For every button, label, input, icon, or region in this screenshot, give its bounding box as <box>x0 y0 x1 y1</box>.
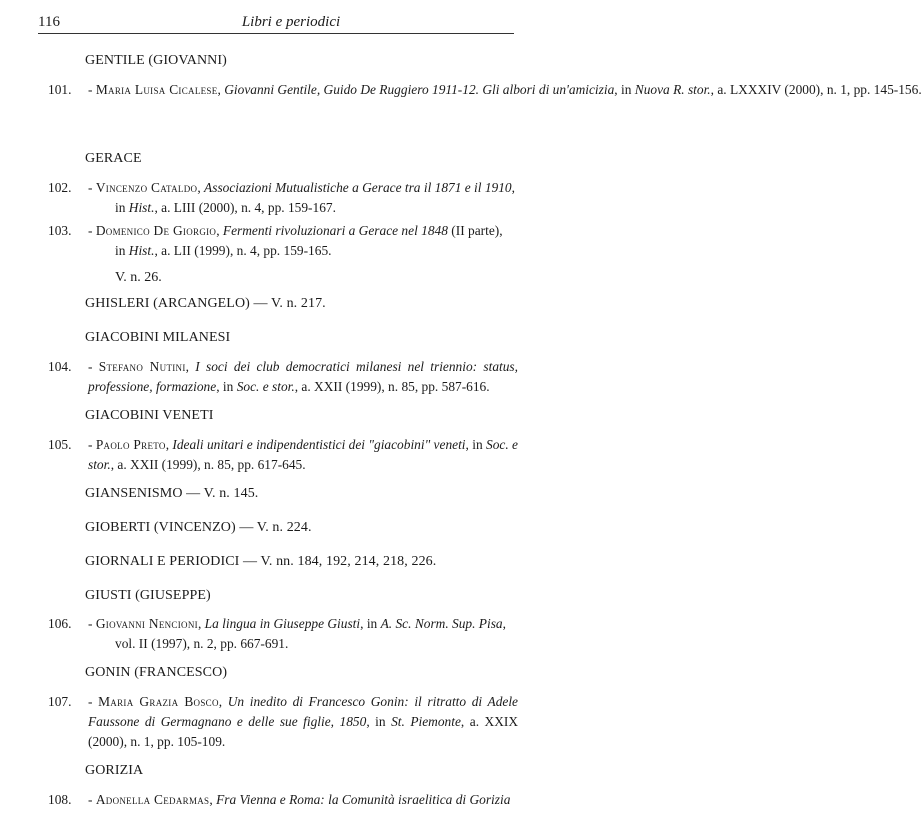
entry-number: 101. <box>48 82 72 97</box>
entry-number: 103. <box>48 223 72 238</box>
entry-title: Un inedito di Francesco Gonin: il ritratto di Adele Faussone di Germagnano e delle sue figlie, 1850 <box>88 694 518 729</box>
section-heading: GORIZIA <box>85 763 144 778</box>
section-heading: GERACE <box>85 151 142 166</box>
section-heading: GHISLERI (ARCANGELO) — V. n. 217. <box>85 296 326 311</box>
entry-title: La lingua in Giuseppe Giusti <box>204 616 361 631</box>
entry-details: a. XXIX (2000), n. 1, pp. 105-109. <box>88 714 519 749</box>
bibliography-entry: 108. - Adonella Cedarmas, Fra Vienna e Roma: la Comunità israelitica di Gorizia <box>48 790 518 810</box>
entry-title: Associazioni Mutualistiche a Gerace tra il 1871 e il 1910 <box>204 180 512 195</box>
section-heading: GIOBERTI (VINCENZO) — V. n. 224. <box>85 520 312 535</box>
entry-author: Stefano Nutini <box>98 359 186 374</box>
entry-details: a. XXII (1999), n. 85, pp. 617-645. <box>117 457 306 472</box>
entry-number: 105. <box>48 437 72 452</box>
section-heading: GONIN (FRANCESCO) <box>85 665 228 680</box>
entry-journal: Soc. e stor. <box>88 437 518 472</box>
running-title: Libri e periodici <box>241 14 341 30</box>
entry-number: 106. <box>48 616 72 631</box>
bibliography-entry: 107. - Maria Grazia Bosco, Un inedito di Francesco Gonin: il ritratto di Adele Faussone di Germagnano e delle sue figlie, 1850, in St. Piemonte, a. XXIX (2000), n. 1, pp. 105-109. <box>48 694 519 749</box>
entry-title: Fermenti rivoluzionari a Gerace nel 1848 <box>222 223 448 238</box>
section-heading: GIACOBINI VENETI <box>85 408 214 423</box>
entry-details: vol. II (1997), n. 2, pp. 667-691. <box>115 636 289 651</box>
entry-number: 108. <box>48 792 72 807</box>
entry-details: a. XXII (1999), n. 85, pp. 587-616. <box>301 379 490 394</box>
entry-title: Ideali unitari e indipendentistici dei "giacobini" veneti <box>172 437 466 452</box>
section-heading: GIORNALI E PERIODICI — V. nn. 184, 192, 214, 218, 226. <box>85 554 437 569</box>
section-heading: GIUSTI (GIUSEPPE) <box>85 588 211 603</box>
section-heading: GIACOBINI MILANESI <box>85 330 231 345</box>
entry-author: Domenico De Giorgio <box>95 223 217 238</box>
entry-author: Adonella Cedarmas <box>95 792 210 807</box>
entry-number: 107. <box>48 694 72 709</box>
section-heading: GENTILE (GIOVANNI) <box>85 53 227 68</box>
page-number: 116 <box>38 14 60 30</box>
entry-author: Maria Luisa Cicalese <box>95 82 218 97</box>
entry-author: Vincenzo Cataldo <box>95 180 198 195</box>
entry-details: a. LIII (2000), n. 4, pp. 159-167. <box>161 200 336 215</box>
entry-journal: Hist. <box>128 200 155 215</box>
entry-extra: (II parte), <box>451 223 503 238</box>
page-header <box>38 12 514 34</box>
cross-reference: V. n. 26. <box>115 270 162 285</box>
entry-author: Giovanni Nencioni <box>95 616 198 631</box>
entry-journal: Nuova R. stor. <box>634 82 711 97</box>
bibliography-entry: 104. - Stefano Nutini, I soci dei club democratici milanesi nel triennio: status, professione, formazione, in Soc. e stor., a. XXII (1999), n. 85, pp. 587-616. <box>48 359 518 394</box>
entry-journal: A. Sc. Norm. Sup. Pisa <box>380 616 503 631</box>
bibliography-entry: 102. - Vincenzo Cataldo, Associazioni Mutualistiche a Gerace tra il 1871 e il 1910, in Hist., a. LIII (2000), n. 4, pp. 159-167. <box>48 180 515 215</box>
section-heading: GIANSENISMO — V. n. 145. <box>85 486 259 501</box>
bibliography-entry: 105. - Paolo Preto, Ideali unitari e indipendentistici dei "giacobini" veneti, in Soc. e stor., a. XXII (1999), n. 85, pp. 617-645. <box>48 437 518 472</box>
entry-number: 104. <box>48 359 72 374</box>
entry-journal: St. Piemonte <box>391 714 461 729</box>
entry-author: Maria Grazia Bosco <box>98 694 219 709</box>
entry-journal: Hist. <box>128 243 155 258</box>
bibliography-entry: 103. - Domenico De Giorgio, Fermenti rivoluzionari a Gerace nel 1848 (II parte), in Hist., a. LII (1999), n. 4, pp. 159-165. <box>48 223 503 258</box>
entry-title: Fra Vienna e Roma: la Comunità israelitica di Gorizia <box>216 792 511 807</box>
entry-title: I soci dei club democratici milanesi nel triennio: status, professione, formazione <box>88 359 518 394</box>
entry-title: Giovanni Gentile, Guido De Ruggiero 1911-12. Gli albori di un'amicizia <box>224 82 615 97</box>
entry-journal: Soc. e stor. <box>236 379 295 394</box>
entry-number: 102. <box>48 180 72 195</box>
bibliography-entry: 106. - Giovanni Nencioni, La lingua in Giuseppe Giusti, in A. Sc. Norm. Sup. Pisa, vol. II (1997), n. 2, pp. 667-691. <box>48 614 518 654</box>
entry-author: Paolo Preto <box>95 437 166 452</box>
header-rule <box>38 33 514 34</box>
bibliography-entry: 101. - Maria Luisa Cicalese, Giovanni Gentile, Guido De Ruggiero 1911-12. Gli albori di un'amicizia, in Nuova R. stor., a. LXXXIV (2000), n. 1, pp. 145-156. <box>48 80 518 100</box>
entry-details: a. LII (1999), n. 4, pp. 159-165. <box>161 243 332 258</box>
entry-details: a. LXXXIV (2000), n. 1, pp. 145-156. <box>717 82 922 97</box>
